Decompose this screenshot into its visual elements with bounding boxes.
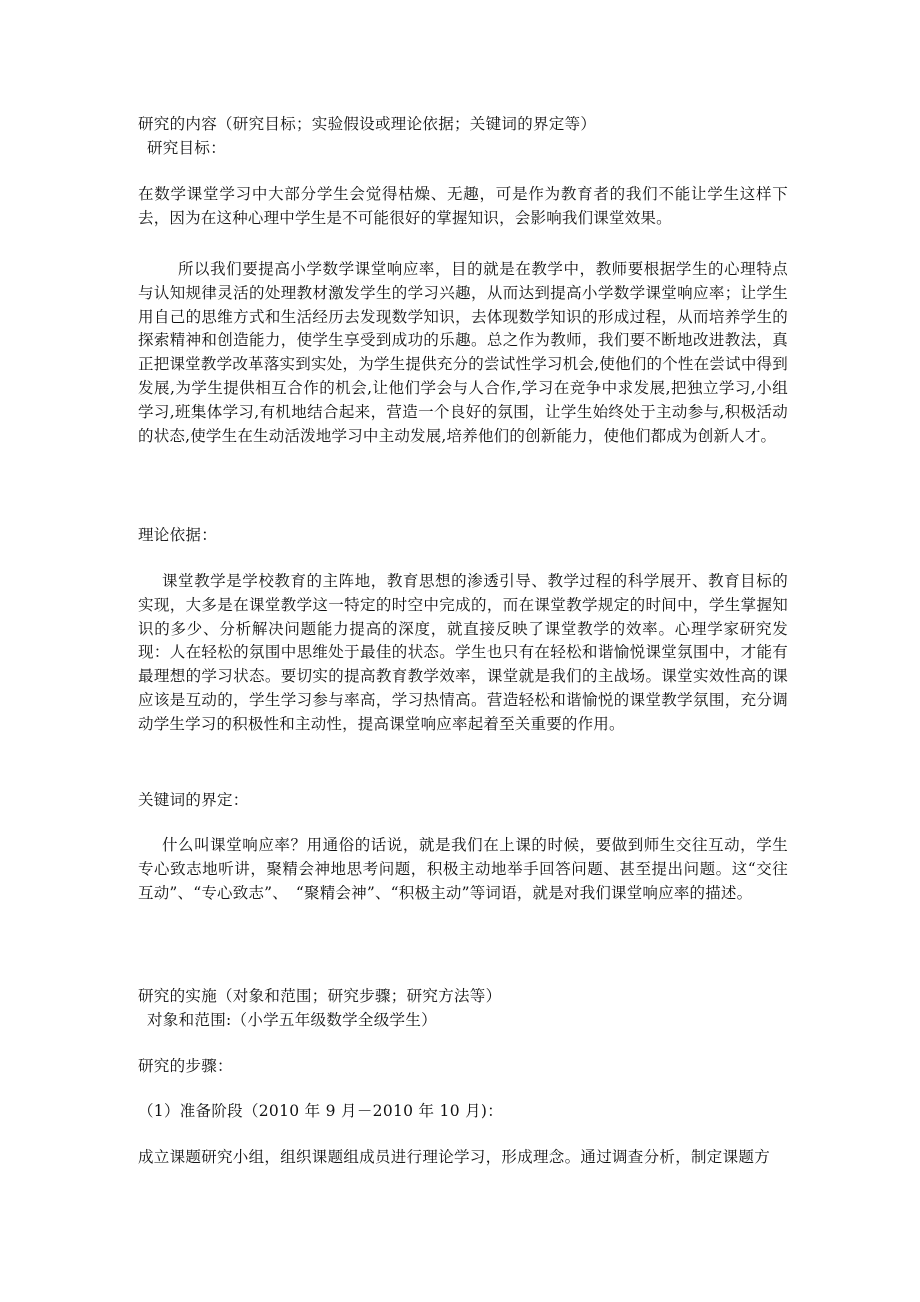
goal-paragraph-1: 在数学课堂学习中大部分学生会觉得枯燥、无趣，可是作为教育者的我们不能让学生这样下去，因为在这种心理中学生是不可能很好的掌握知识，会影响我们课堂效果。	[138, 185, 788, 227]
theory-label: 理论依据：	[138, 526, 218, 544]
section-heading-research-content: 研究的内容（研究目标；实验假设或理论依据；关键词的界定等）	[138, 115, 597, 133]
section-heading-research-implementation: 研究的实施（对象和范围；研究步骤；研究方法等）	[138, 987, 502, 1005]
steps-label: 研究的步骤：	[138, 1057, 233, 1075]
keyword-label: 关键词的界定：	[138, 791, 249, 809]
scope-label: 对象和范围:（小学五年级数学全级学生）	[147, 1011, 437, 1029]
keyword-paragraph: 什么叫课堂响应率？用通俗的话说，就是我们在上课的时候，要做到师生交往互动，学生专心致志地听讲，聚精会神地思考问题，积极主动地举手回答问题、甚至提出问题。这“交往互动”、“专心致志”、 “聚精会神”、“积极主动”等词语，就是对我们课堂响应率的描述。	[138, 836, 788, 902]
step1-paragraph: 成立课题研究小组，组织课题组成员进行理论学习，形成理念。通过调查分析，制定课题方	[138, 1148, 771, 1166]
step1-label: （1）准备阶段（2010 年 9 月－2010 年 10 月)：	[138, 1102, 504, 1120]
goal-paragraph-2: 所以我们要提高小学数学课堂响应率，目的就是在教学中，教师要根据学生的心理特点与认知规律灵活的处理教材激发学生的学习兴趣，从而达到提高小学数学课堂响应率；让学生用自己的思维方式和生活经历去发现数学知识，去体现数学知识的形成过程，从而培养学生的探索精神和创造能力，使学生享受到成功的乐趣。总之作为教师，我们要不断地改进教法，真正把课堂教学改革落实到实处，为学生提供充分的尝试性学习机会,使他们的个性在尝试中得到发展,为学生提供相互合作的机会,让他们学会与人合作,学习在竞争中求发展,把独立学习,小组学习,班集体学习,有机地结合起来，营造一个良好的氛围，让学生始终处于主动参与,积极活动的状态,使学生在生动活泼地学习中主动发展,培养他们的创新能力，使他们都成为创新人才。	[138, 260, 788, 445]
goal-label: 研究目标：	[147, 139, 227, 157]
theory-paragraph: 课堂教学是学校教育的主阵地，教育思想的渗透引导、教学过程的科学展开、教育目标的实现，大多是在课堂教学这一特定的时空中完成的，而在课堂教学规定的时间中，学生掌握知识的多少、分析解决问题能力提高的深度，就直接反映了课堂教学的效率。心理学家研究发现：人在轻松的氛围中思维处于最佳的状态。学生也只有在轻松和谐愉悦课堂氛围中，才能有最理想的学习状态。要切实的提高教育教学效率，课堂就是我们的主战场。课堂实效性高的课应该是互动的，学生学习参与率高，学习热情高。营造轻松和谐愉悦的课堂教学氛围，充分调动学生学习的积极性和主动性，提高课堂响应率起着至关重要的作用。	[138, 572, 788, 733]
